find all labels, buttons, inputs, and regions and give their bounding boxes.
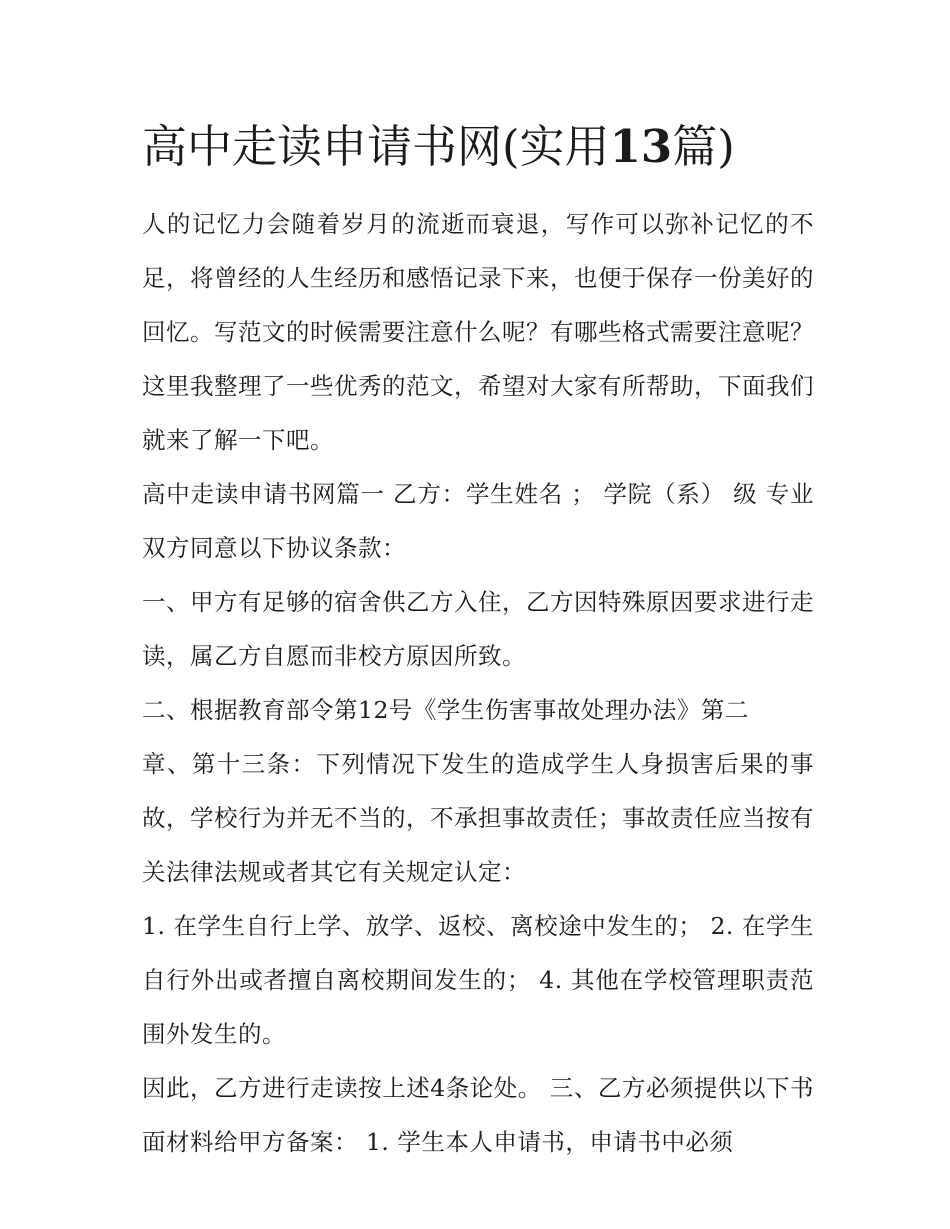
paragraph-clause-2-heading: 二、根据教育部令第12号《学生伤害事故处理办法》第二 <box>142 696 749 724</box>
paragraph-clause-3: 因此，乙方进行走读按上述4条论处。 三、乙方必须提供以下书面材料给甲方备案： 1. 学生本人申请书，申请书中必须 <box>142 1074 814 1156</box>
paragraph-clause-2-body: 章、第十三条：下列情况下发生的造成学生人身损害后果的事故，学校行为并无不当的，不承担事故责任；事故责任应当按有关法律法规或者其它有关规定认定： <box>142 750 814 886</box>
title-suffix: 篇) <box>672 120 735 173</box>
paragraph-parties: 高中走读申请书网篇一 乙方：学生姓名 ； 学院（系） 级 专业 双方同意以下协议条款： <box>142 480 814 562</box>
title-number: 13 <box>609 120 673 173</box>
paragraph-clause-2-items: 1. 在学生自行上学、放学、返校、离校途中发生的； 2. 在学生自行外出或者擅自离校期间发生的； 4. 其他在学校管理职责范围外发生的。 <box>142 912 814 1048</box>
paragraph-intro: 人的记忆力会随着岁月的流逝而衰退，写作可以弥补记忆的不足，将曾经的人生经历和感悟记录下来，也便于保存一份美好的回忆。写范文的时候需要注意什么呢？有哪些格式需要注意呢？这里我整理了一些优秀的范文，希望对大家有所帮助，下面我们就来了解一下吧。 <box>142 210 814 454</box>
paragraph-clause-1: 一、甲方有足够的宿舍供乙方入住，乙方因特殊原因要求进行走读，属乙方自愿而非校方原因所致。 <box>142 588 814 670</box>
title-prefix: 高中走读申请书网(实用 <box>142 120 610 173</box>
document-body <box>142 197 814 1169</box>
document-title <box>142 112 832 182</box>
